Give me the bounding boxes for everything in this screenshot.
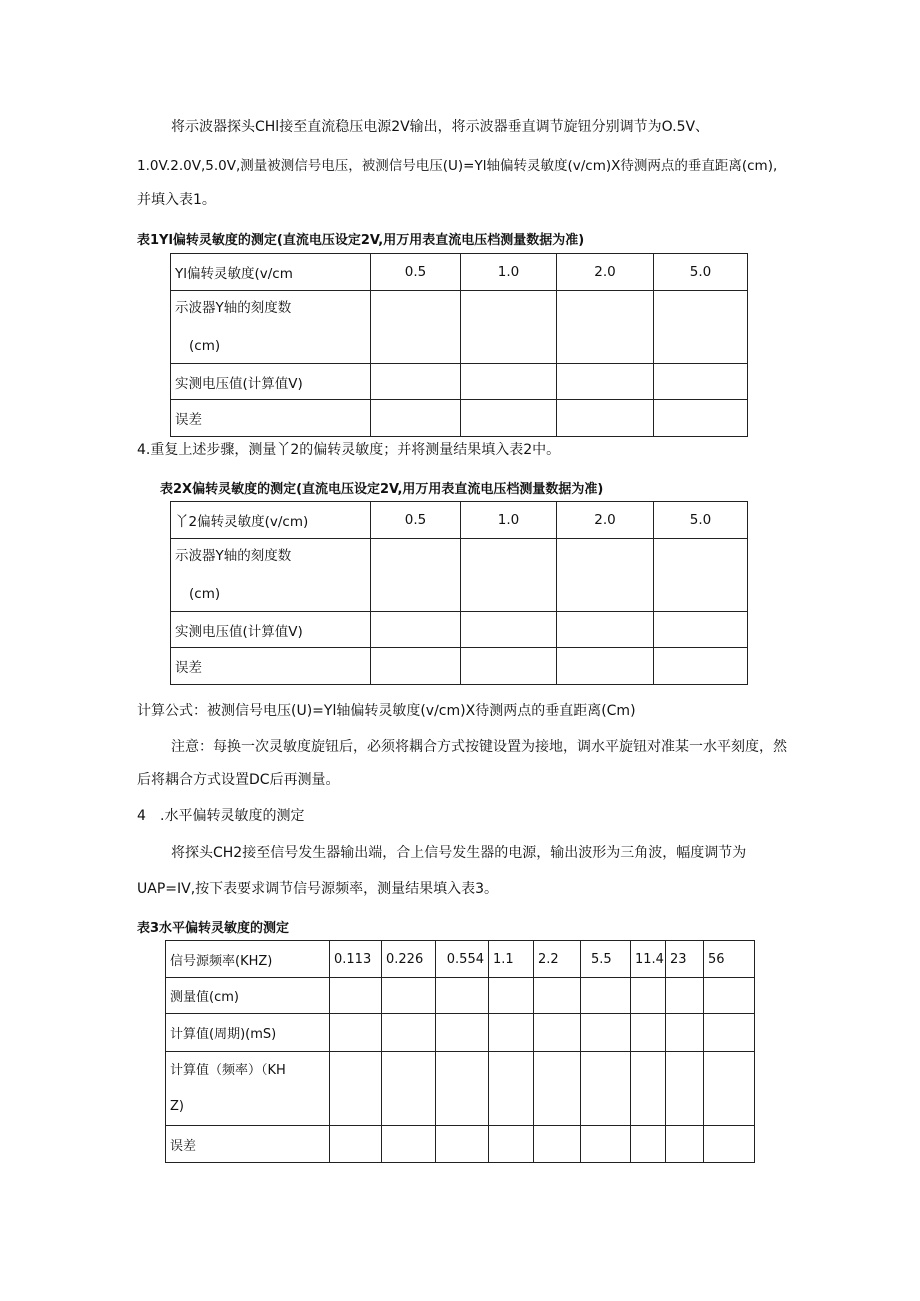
table-cell <box>371 648 461 685</box>
table-cell <box>382 978 436 1014</box>
table-3-row-label: 测量值(cm) <box>166 978 330 1014</box>
table-cell <box>704 1126 755 1163</box>
table-cell <box>489 1014 534 1052</box>
table-cell <box>581 1052 631 1126</box>
table-1-row-label-line: (cm) <box>189 338 221 354</box>
table-cell <box>489 1052 534 1126</box>
table-1-header-label: Yl偏转灵敏度(v/cm <box>171 254 371 291</box>
table-cell <box>666 978 704 1014</box>
table-cell <box>666 1014 704 1052</box>
table-cell <box>581 1126 631 1163</box>
table-cell <box>581 978 631 1014</box>
table-cell <box>461 612 557 648</box>
paragraph-2-line-2: UAP=IV,按下表要求调节信号源频率，测量结果填入表3。 <box>137 881 499 897</box>
table-cell <box>436 1014 489 1052</box>
table-2-header-label: 丫2偏转灵敏度(v∕cm) <box>171 502 371 539</box>
formula-text: 计算公式：被测信号电压(U)=Yl轴偏转灵敏度(v∕cm)X待测两点的垂直距离(Cm) <box>137 703 636 719</box>
table-cell <box>371 400 461 437</box>
table-2-row-label-line: (cm) <box>189 586 221 602</box>
table-1-row-label: 误差 <box>171 400 371 437</box>
table-cell <box>371 539 461 612</box>
table-cell <box>631 1126 666 1163</box>
table-3-row-label-line: 计算值（频率）（KH <box>170 1062 286 1078</box>
table-cell <box>461 400 557 437</box>
table-2-row-label-line: 示波器Y轴的刻度数 <box>175 548 292 564</box>
table-3-frequency: 1.1 <box>489 941 534 978</box>
table-cell <box>704 1014 755 1052</box>
table-3-frequency: 56 <box>704 941 755 978</box>
table-cell <box>489 1126 534 1163</box>
table-cell <box>654 400 748 437</box>
table-cell <box>654 364 748 400</box>
table-cell <box>330 978 382 1014</box>
table-3-frequency: 0.226 <box>382 941 436 978</box>
table-cell <box>666 1126 704 1163</box>
table-3-frequency: 11.4 <box>631 941 666 978</box>
table-3-caption: 表3水平偏转灵敏度的测定 <box>137 921 290 936</box>
table-cell <box>489 978 534 1014</box>
table-2-caption: 表2X偏转灵敏度的测定(直流电压设定2V,用万用表直流电压档测量数据为准) <box>160 482 604 497</box>
note-line-1: 注意：每换一次灵敏度旋钮后，必须将耦合方式按键设置为接地，调水平旋钮对准某一水平刻度，然 <box>171 739 787 755</box>
table-cell <box>557 539 654 612</box>
table-3-row-label: 计算值(周期)(mS) <box>166 1014 330 1052</box>
table-cell <box>436 1126 489 1163</box>
table-3-frequency: 0.554 <box>436 941 489 978</box>
table-cell <box>581 1014 631 1052</box>
table-cell <box>654 539 748 612</box>
table-3-row-label: 误差 <box>166 1126 330 1163</box>
table-2-value: 5.0 <box>654 502 748 539</box>
table-cell <box>371 364 461 400</box>
table-1-row-label: 实测电压值(计算值V) <box>171 364 371 400</box>
table-cell <box>461 291 557 364</box>
table-3-row-label <box>166 1052 330 1126</box>
table-cell <box>330 1052 382 1126</box>
table-1-value: 2.0 <box>557 254 654 291</box>
table-cell <box>654 291 748 364</box>
table-2-row-label: 实测电压值(计算值V) <box>171 612 371 648</box>
table-3-frequency: 0.113 <box>330 941 382 978</box>
table-3-row-label-line: Z) <box>170 1098 184 1114</box>
table-cell <box>704 978 755 1014</box>
table-cell <box>631 978 666 1014</box>
table-cell <box>382 1014 436 1052</box>
table-3-frequency: 23 <box>666 941 704 978</box>
table-cell <box>654 648 748 685</box>
table-cell <box>557 364 654 400</box>
table-1-value: 0.5 <box>371 254 461 291</box>
table-cell <box>666 1052 704 1126</box>
table-cell <box>382 1052 436 1126</box>
paragraph-1-line-2: 1.0V.2.0V,5.0V,测量被测信号电压，被测信号电压(U)=Yl轴偏转灵敏度(v∕cm)X待测两点的垂直距离(cm), <box>137 158 778 174</box>
table-3-frequency: 2.2 <box>534 941 581 978</box>
paragraph-2-line-1: 将探头CH2接至信号发生器输出端，合上信号发生器的电源，输出波形为三角波，幅度调节为 <box>171 845 747 861</box>
table-2-value: 1.0 <box>461 502 557 539</box>
table-cell <box>557 400 654 437</box>
table-cell <box>534 1126 581 1163</box>
table-1 <box>170 253 748 437</box>
table-cell <box>534 978 581 1014</box>
table-cell <box>704 1052 755 1126</box>
table-cell <box>557 648 654 685</box>
paragraph-1-line-1: 将示波器探头CHl接至直流稳压电源2V输出，将示波器垂直调节旋钮分别调节为O.5V、 <box>171 119 710 135</box>
table-cell <box>557 612 654 648</box>
table-cell <box>461 364 557 400</box>
table-1-row-label-line: 示波器Y轴的刻度数 <box>175 300 292 316</box>
table-1-row-label <box>171 291 371 364</box>
table-cell <box>534 1052 581 1126</box>
table-2-row-label: 误差 <box>171 648 371 685</box>
table-cell <box>557 291 654 364</box>
table-cell <box>371 291 461 364</box>
step-4-text: 4.重复上述步骤，测量丫2的偏转灵敏度；并将测量结果填入表2中。 <box>137 442 561 458</box>
table-cell <box>461 648 557 685</box>
table-cell <box>631 1014 666 1052</box>
table-3-frequency: 5.5 <box>581 941 631 978</box>
table-cell <box>382 1126 436 1163</box>
table-1-caption: 表1Yl偏转灵敏度的测定(直流电压设定2V,用万用表直流电压档测量数据为准) <box>137 233 585 248</box>
table-3 <box>165 940 755 1163</box>
table-cell <box>436 978 489 1014</box>
table-1-value: 1.0 <box>461 254 557 291</box>
table-cell <box>436 1052 489 1126</box>
table-cell <box>534 1014 581 1052</box>
table-1-value: 5.0 <box>654 254 748 291</box>
section-title: .水平偏转灵敏度的测定 <box>160 808 305 824</box>
table-cell <box>631 1052 666 1126</box>
table-cell <box>371 612 461 648</box>
table-3-header-label: 信号源频率(KHZ) <box>166 941 330 978</box>
table-2-value: 2.0 <box>557 502 654 539</box>
section-number: 4 <box>137 808 146 824</box>
paragraph-1-line-3: 并填入表1。 <box>137 192 216 208</box>
table-cell <box>330 1126 382 1163</box>
table-2-row-label <box>171 539 371 612</box>
table-2-value: 0.5 <box>371 502 461 539</box>
table-cell <box>654 612 748 648</box>
table-cell <box>461 539 557 612</box>
table-cell <box>330 1014 382 1052</box>
table-2 <box>170 501 748 685</box>
note-line-2: 后将耦合方式设置DC后再测量。 <box>137 772 340 788</box>
